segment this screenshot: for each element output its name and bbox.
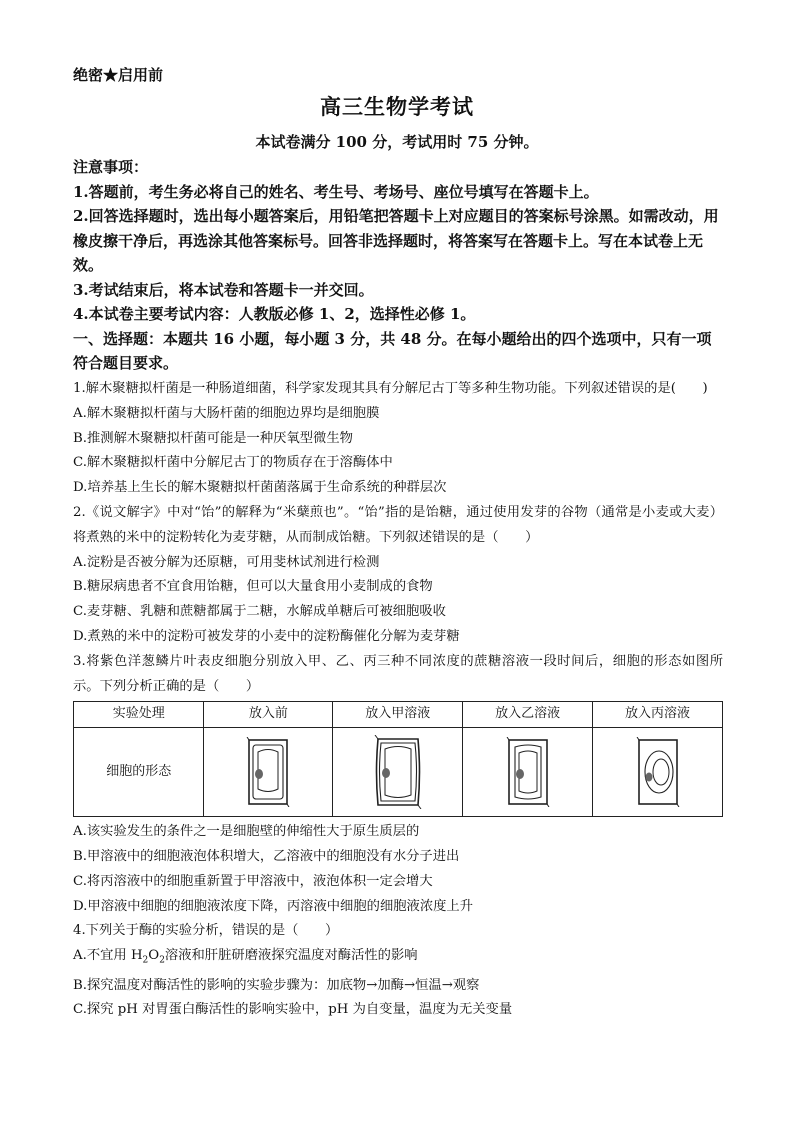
question-1-option-d: D.培养基上生长的解木聚糖拟杆菌菌落属于生命系统的种群层次 bbox=[73, 480, 447, 496]
questions bbox=[73, 377, 723, 1023]
note-item: 4.本试卷主要考试内容：人教版必修 1、2，选择性必修 1。 bbox=[73, 305, 476, 323]
notes-heading: 注意事项： bbox=[73, 158, 149, 176]
note-item: 2.回答选择题时，选出每小题答案后，用铅笔把答题卡上对应题目的答案标号涂黑。如需改动，用橡皮擦干净后，再选涂其他答案标号。回答非选择题时，将答案写在答题卡上。写在本试卷上无效。 bbox=[73, 207, 719, 274]
cell-figure-solution-a bbox=[333, 728, 463, 817]
plant-cell-before-icon bbox=[245, 737, 291, 807]
cell-figure-solution-c bbox=[593, 728, 723, 817]
page-title: 高三生物学考试 bbox=[320, 94, 474, 119]
cell-figure-solution-b bbox=[463, 728, 593, 817]
plant-cell-plasmolysis-icon bbox=[635, 737, 681, 807]
plant-cell-swollen-icon bbox=[372, 735, 424, 809]
question-3-option-b: B.甲溶液中的细胞液泡体积增大，乙溶液中的细胞没有水分子进出 bbox=[73, 848, 460, 864]
plant-cell-normal-icon bbox=[505, 737, 551, 807]
question-1-stem: 1.解木聚糖拟杆菌是一种肠道细菌，科学家发现其具有分解尼古丁等多种生物功能。下列叙述错误的是( ) bbox=[73, 381, 708, 396]
option-text: 溶液和肝脏研磨液探究温度对酶活性的影响 bbox=[164, 948, 418, 964]
question-3-option-c: C.将丙溶液中的细胞重新置于甲溶液中，液泡体积一定会增大 bbox=[73, 873, 433, 889]
subscript: 2 bbox=[159, 955, 165, 966]
question-2-option-d: D.煮熟的米中的淀粉可被发芽的小麦中的淀粉酶催化分解为麦芽糖 bbox=[73, 628, 460, 644]
table-header-cell: 放入丙溶液 bbox=[593, 702, 723, 728]
table-header-cell: 实验处理 bbox=[74, 702, 204, 728]
question-2-option-c: C.麦芽糖、乳糖和蔗糖都属于二糖，水解成单糖后可被细胞吸收 bbox=[73, 604, 446, 620]
question-4-option-c: C.探究 pH 对胃蛋白酶活性的影响实验中，pH 为自变量，温度为无关变量 bbox=[73, 1002, 513, 1018]
question-2-option-b: B.糖尿病患者不宜食用饴糖，但可以大量食用小麦制成的食物 bbox=[73, 579, 433, 595]
table-header-cell: 放入前 bbox=[204, 702, 333, 728]
table-row bbox=[74, 728, 723, 817]
experiment-table bbox=[73, 701, 723, 817]
section-heading: 一、选择题：本题共 16 小题，每小题 3 分，共 48 分。在每小题给出的四个选项中，只有一项符合题目要求。 bbox=[73, 329, 712, 372]
question-1-option-a: A.解木聚糖拟杆菌与大肠杆菌的细胞边界均是细胞膜 bbox=[73, 405, 380, 421]
option-text: O bbox=[148, 948, 160, 964]
table-header-cell: 放入甲溶液 bbox=[333, 702, 463, 728]
note-item: 3.考试结束后，将本试卷和答题卡一并交回。 bbox=[73, 280, 374, 299]
question-3-stem: 3.将紫色洋葱鳞片叶表皮细胞分别放入甲、乙、丙三种不同浓度的蔗糖溶液一段时间后，细胞的形态如图所示。下列分析正确的是（ ） bbox=[73, 653, 723, 694]
question-1-option-b: B.推测解木聚糖拟杆菌可能是一种厌氧型微生物 bbox=[73, 430, 353, 446]
question-4-option-b: B.探究温度对酶活性的影响的实验步骤为：加底物→加酶→恒温→观察 bbox=[73, 977, 480, 993]
option-text: A.不宜用 H bbox=[73, 948, 143, 964]
subscript: 2 bbox=[142, 955, 149, 966]
exam-info: 本试卷满分 100 分，考试用时 75 分钟。 bbox=[255, 133, 539, 151]
notes-section bbox=[73, 155, 723, 376]
question-2-option-a: A.淀粉是否被分解为还原糖，可用斐林试剂进行检测 bbox=[73, 554, 380, 570]
question-3-option-a: A.该实验发生的条件之一是细胞壁的伸缩性大于原生质层的 bbox=[73, 824, 420, 840]
note-item: 1.答题前，考生务必将自己的姓名、考生号、考场号、座位号填写在答题卡上。 bbox=[73, 182, 599, 201]
question-3-option-d: D.甲溶液中细胞的细胞液浓度下降，丙溶液中细胞的细胞液浓度上升 bbox=[73, 898, 474, 914]
question-1-option-c: C.解木聚糖拟杆菌中分解尼古丁的物质存在于溶酶体中 bbox=[73, 455, 393, 471]
confidential-label: 绝密★启用前 bbox=[73, 66, 164, 84]
question-2-stem: 2.《说文解字》中对“饴”的解释为“米蘖煎也”。“饴”指的是饴糖，通过使用发芽的谷物（通常是小麦或大麦）将煮熟的米中的淀粉转化为麦芽糖，从而制成饴糖。下列叙述错误的是（ ） bbox=[73, 504, 723, 545]
table-header-cell: 放入乙溶液 bbox=[463, 702, 593, 728]
table-row-label: 细胞的形态 bbox=[74, 728, 204, 817]
table-header-row bbox=[74, 702, 723, 728]
question-4-stem: 4.下列关于酶的实验分析，错误的是（ ） bbox=[73, 923, 339, 939]
cell-figure-before bbox=[204, 728, 333, 817]
question-4-option-a bbox=[73, 944, 723, 973]
